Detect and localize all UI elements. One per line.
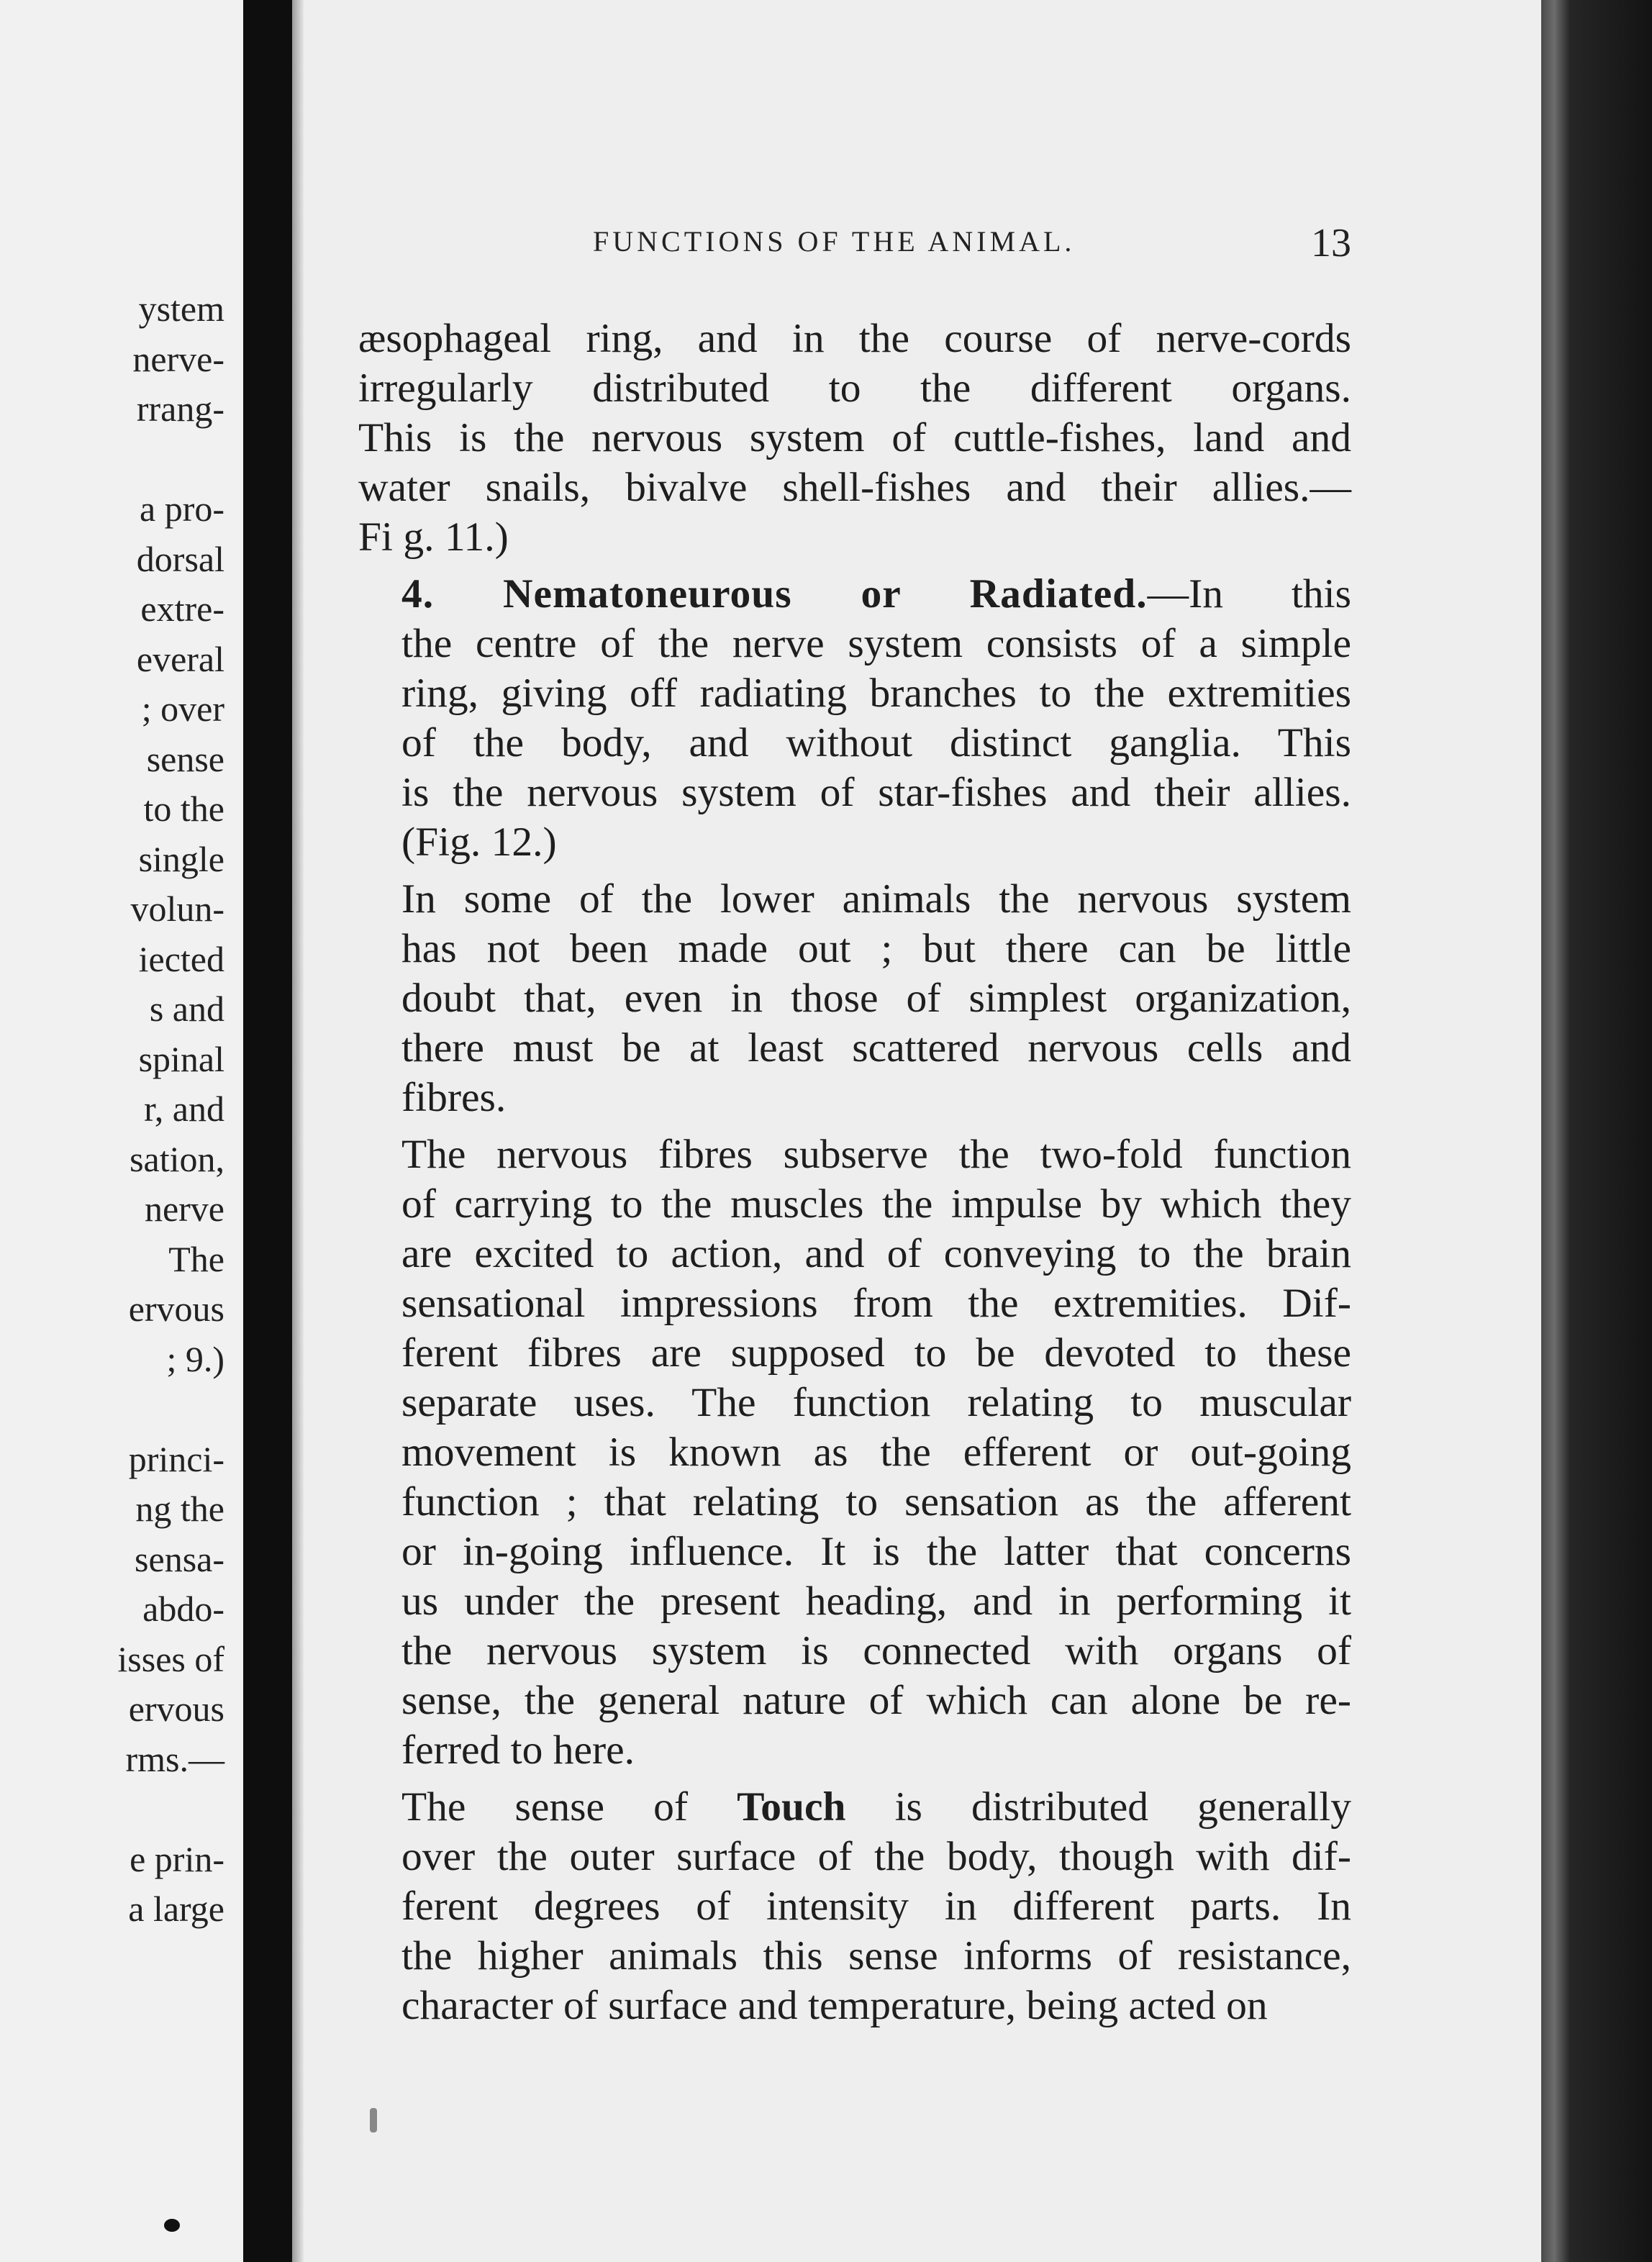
p4-line: sensational impressions from the extremities. Dif- xyxy=(401,1281,1351,1326)
p4-line: ferent fibres are supposed to be devoted to these xyxy=(401,1330,1351,1376)
running-head: FUNCTIONS OF THE ANIMAL. xyxy=(593,225,1076,258)
p3-line: there must be at least scattered nervous cells and xyxy=(401,1025,1351,1071)
facing-page-line: to the xyxy=(143,789,224,829)
paragraph-2 xyxy=(358,569,1351,867)
p5-line: the higher animals this sense informs of resistance, xyxy=(401,1933,1351,1979)
p2-line: ring, giving off radiating branches to the extremities xyxy=(401,671,1351,716)
touch-intro: The sense of xyxy=(401,1784,738,1830)
p3-line: doubt that, even in those of simplest organization, xyxy=(401,976,1351,1021)
p5-line: character of surface and temperature, being acted on xyxy=(401,1983,1268,2028)
book-gutter xyxy=(243,0,292,2262)
p4-line: movement is known as the efferent or out-going xyxy=(401,1430,1351,1475)
ink-speck xyxy=(164,2219,180,2232)
p1-line: æsophageal ring, and in the course of nerve-cords xyxy=(358,316,1351,361)
p4-line: of carrying to the muscles the impulse by which they xyxy=(401,1181,1351,1227)
section-heading: 4. Nematoneurous or Radiated. xyxy=(401,571,1148,617)
paragraph-4 xyxy=(358,1130,1351,1775)
p3-line: In some of the lower animals the nervous system xyxy=(401,876,1351,922)
gutter-shadow xyxy=(292,0,304,2262)
facing-page-line: rrang- xyxy=(136,389,224,429)
facing-page-line: ervous xyxy=(128,1689,224,1729)
p4-line: function ; that relating to sensation as the afferent xyxy=(401,1479,1351,1525)
facing-page xyxy=(0,0,243,2262)
facing-page-line: ; over xyxy=(141,689,224,729)
facing-page-line: ng the xyxy=(135,1489,224,1529)
p5-line: over the outer surface of the body, though with dif- xyxy=(401,1834,1351,1879)
p2-line: (Fig. 12.) xyxy=(401,819,557,865)
facing-page-line: ; 9.) xyxy=(166,1338,224,1379)
facing-page-line: sense xyxy=(146,738,224,779)
facing-page-line: abdo- xyxy=(142,1589,224,1629)
facing-page-line: The xyxy=(168,1238,224,1279)
paragraph-5 xyxy=(358,1782,1351,2030)
facing-page-line: sensa- xyxy=(135,1538,224,1579)
facing-page-line: spinal xyxy=(138,1038,224,1079)
p4-line: or in-going influence. It is the latter that concerns xyxy=(401,1529,1351,1574)
facing-page-line: princi- xyxy=(128,1438,224,1479)
facing-page-line: volun- xyxy=(130,889,224,929)
paragraph-1 xyxy=(358,314,1351,562)
touch-continuation: is distributed generally xyxy=(845,1784,1351,1830)
page-edge-dark xyxy=(1541,0,1652,2262)
p4-line: are excited to action, and of conveying to the brain xyxy=(401,1231,1351,1276)
p4-line: separate uses. The function relating to muscular xyxy=(401,1380,1351,1425)
p1-line: This is the nervous system of cuttle-fishes, land and xyxy=(358,415,1351,460)
facing-page-line: r, and xyxy=(144,1089,224,1129)
facing-page-line: extre- xyxy=(140,589,224,629)
p5-line: ferent degrees of intensity in different parts. In xyxy=(401,1884,1351,1929)
facing-page-line: everal xyxy=(136,638,224,679)
paragraph-3 xyxy=(358,874,1351,1122)
p4-line: ferred to here. xyxy=(401,1727,635,1773)
facing-page-line: sation, xyxy=(130,1138,224,1179)
facing-page-line: ervous xyxy=(128,1289,224,1329)
p4-line: The nervous fibres subserve the two-fold function xyxy=(401,1132,1351,1177)
p1-line: irregularly distributed to the different organs. xyxy=(358,365,1351,411)
paragraph-5-line-1 xyxy=(358,1782,1351,1832)
touch-term: Touch xyxy=(737,1784,846,1830)
facing-page-line: a pro- xyxy=(140,489,224,529)
p4-line: sense, the general nature of which can alone be re- xyxy=(401,1678,1351,1723)
p4-line: the nervous system is connected with organs of xyxy=(401,1628,1351,1673)
p2-line: of the body, and without distinct ganglia. This xyxy=(401,720,1351,766)
facing-page-line: single xyxy=(138,838,224,879)
ink-speck xyxy=(370,2108,377,2132)
facing-page-line: dorsal xyxy=(136,538,224,579)
facing-page-line: nerve xyxy=(144,1189,224,1229)
p1-line: water snails, bivalve shell-fishes and their allies.— xyxy=(358,465,1351,510)
facing-page-line: s and xyxy=(149,989,224,1029)
body-text xyxy=(358,314,1351,2038)
p4-line: us under the present heading, and in performing it xyxy=(401,1579,1351,1624)
facing-page-line: iected xyxy=(138,938,224,979)
paragraph-2-line-1 xyxy=(358,569,1351,619)
p2-line: is the nervous system of star-fishes and their allies. xyxy=(401,770,1351,815)
p2-line: the centre of the nerve system consists of a simple xyxy=(401,621,1351,666)
facing-page-line: e prin- xyxy=(130,1838,224,1879)
facing-page-line: nerve- xyxy=(132,338,224,379)
page-number: 13 xyxy=(1311,221,1351,265)
facing-page-line: ystem xyxy=(138,289,224,329)
p3-line: has not been made out ; but there can be little xyxy=(401,926,1351,971)
facing-page-line: isses of xyxy=(117,1638,224,1679)
facing-page-line: rms.— xyxy=(125,1738,224,1779)
p3-line: fibres. xyxy=(401,1075,507,1120)
heading-continuation: —In this xyxy=(1147,571,1351,617)
p1-line: Fi g. 11.) xyxy=(358,514,509,560)
facing-page-line: a large xyxy=(128,1889,224,1929)
